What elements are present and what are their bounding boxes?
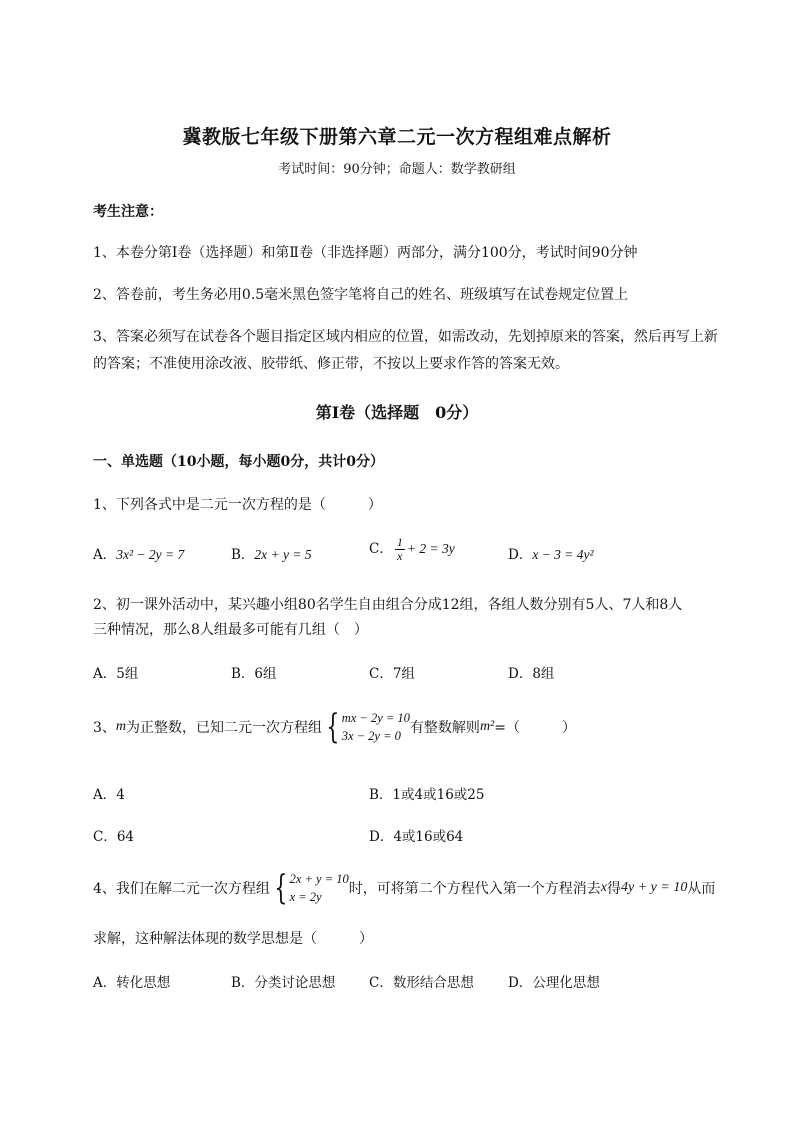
q4-option-b: B．分类讨论思想 (231, 975, 336, 991)
q2-option-b: B．6组 (231, 666, 277, 682)
notice-item-1: 1、本卷分第I卷（选择题）和第Ⅱ卷（非选择题）两部分，满分100分，考试时间90分钟 (93, 245, 638, 261)
q2-option-c: C．7组 (369, 666, 415, 682)
part-heading: 一、单选题（10小题，每小题0分，共计0分） (93, 454, 384, 470)
q3-option-c: C．64 (93, 829, 135, 845)
exam-info: 考试时间：90分钟；命题人：数学教研组 (278, 162, 516, 177)
q3-stem-end: =（ ） (494, 720, 576, 736)
option-label: C． (369, 541, 393, 557)
left-brace: { (326, 707, 340, 747)
q4-stem-line1 (93, 870, 715, 906)
option-label: A． (93, 547, 117, 563)
q3-stem-text-2: 有整数解则 (409, 720, 480, 736)
q4-var-x: x (600, 880, 607, 895)
q3-eq1: mx − 2y = 10 (341, 711, 410, 725)
q4-eq1: 2x + y = 10 (289, 872, 349, 886)
q3-eq2: 3x − 2y = 0 (341, 729, 401, 743)
q3-var-m: m (115, 719, 127, 734)
q1-option-d (508, 543, 594, 563)
q3-number: 3、 (93, 720, 116, 736)
q4-stem-text: 4、我们在解二元一次方程组 (93, 881, 270, 897)
notice-item-2: 2、答卷前，考生务必用0.5毫米黑色签字笔将自己的姓名、班级填写在试卷规定位置上 (93, 287, 629, 303)
q1-c-expr: + 2 = 3y (406, 541, 455, 556)
q3-option-b: B．1或4或16或25 (369, 787, 485, 803)
option-label: D． (508, 547, 533, 563)
q4-stem-text-3: 得 (607, 881, 621, 897)
option-label: B． (231, 547, 255, 563)
q4-option-d: D．公理化思想 (508, 975, 600, 991)
q1-stem: 1、下列各式中是二元一次方程的是（ ） (93, 497, 382, 513)
q1-option-b (231, 543, 312, 563)
q4-eq3: 4y + y = 10 (621, 880, 688, 895)
q2-stem-line2: 三种情况，那么8人组最多可能有几组（ ） (93, 622, 368, 638)
q1-option-a (93, 543, 184, 563)
page-title: 冀教版七年级下册第六章二元一次方程组难点解析 (182, 126, 612, 148)
notice-item-3: 3、答案必须写在试卷各个题目指定区域内相应的位置，如需改动，先划掉原来的答案，然后再写上新 (93, 329, 718, 345)
q4-option-a: A．转化思想 (93, 975, 171, 991)
q3-option-a: A．4 (93, 787, 125, 803)
q4-stem-text-4: 从而 (687, 881, 716, 897)
q1-b-expr: 2x + y = 5 (254, 547, 312, 562)
section-title: 第I卷（选择题 0分） (315, 403, 479, 422)
q1-c-fraction (395, 536, 405, 563)
q1-option-c (369, 536, 455, 563)
q3-m-squared: m² (479, 719, 495, 734)
q3-option-d: D．4或16或64 (369, 829, 464, 845)
notice-heading: 考生注意： (93, 204, 163, 220)
q4-stem-text-2: 时，可将第二个方程代入第一个方程消去 (348, 881, 601, 897)
fraction-denominator: x (397, 549, 403, 563)
q4-option-c: C．数形结合思想 (369, 975, 474, 991)
q3-stem-text: 为正整数，已知二元一次方程组 (126, 720, 323, 736)
q2-stem-line1: 2、初一课外活动中，某兴趣小组80名学生自由组合分成12组，各组人数分别有5人、7人和8人 (93, 597, 683, 613)
q3-equation-system (322, 709, 410, 745)
q2-option-a: A．5组 (93, 666, 139, 682)
fraction-numerator: 1 (396, 535, 403, 549)
q1-d-expr: x − 3 = 4y² (532, 547, 594, 562)
q4-stem-line2: 求解，这种解法体现的数学思想是（ ） (93, 931, 373, 947)
q4-equation-system (270, 870, 349, 906)
q1-a-expr: 3x² − 2y = 7 (116, 547, 185, 562)
q4-eq2: x = 2y (289, 890, 322, 904)
left-brace: { (274, 868, 288, 908)
q3-stem (93, 709, 576, 745)
notice-item-3-cont: 的答案；不准使用涂改液、胶带纸、修正带，不按以上要求作答的答案无效。 (93, 356, 569, 372)
q2-option-d: D．8组 (508, 666, 555, 682)
